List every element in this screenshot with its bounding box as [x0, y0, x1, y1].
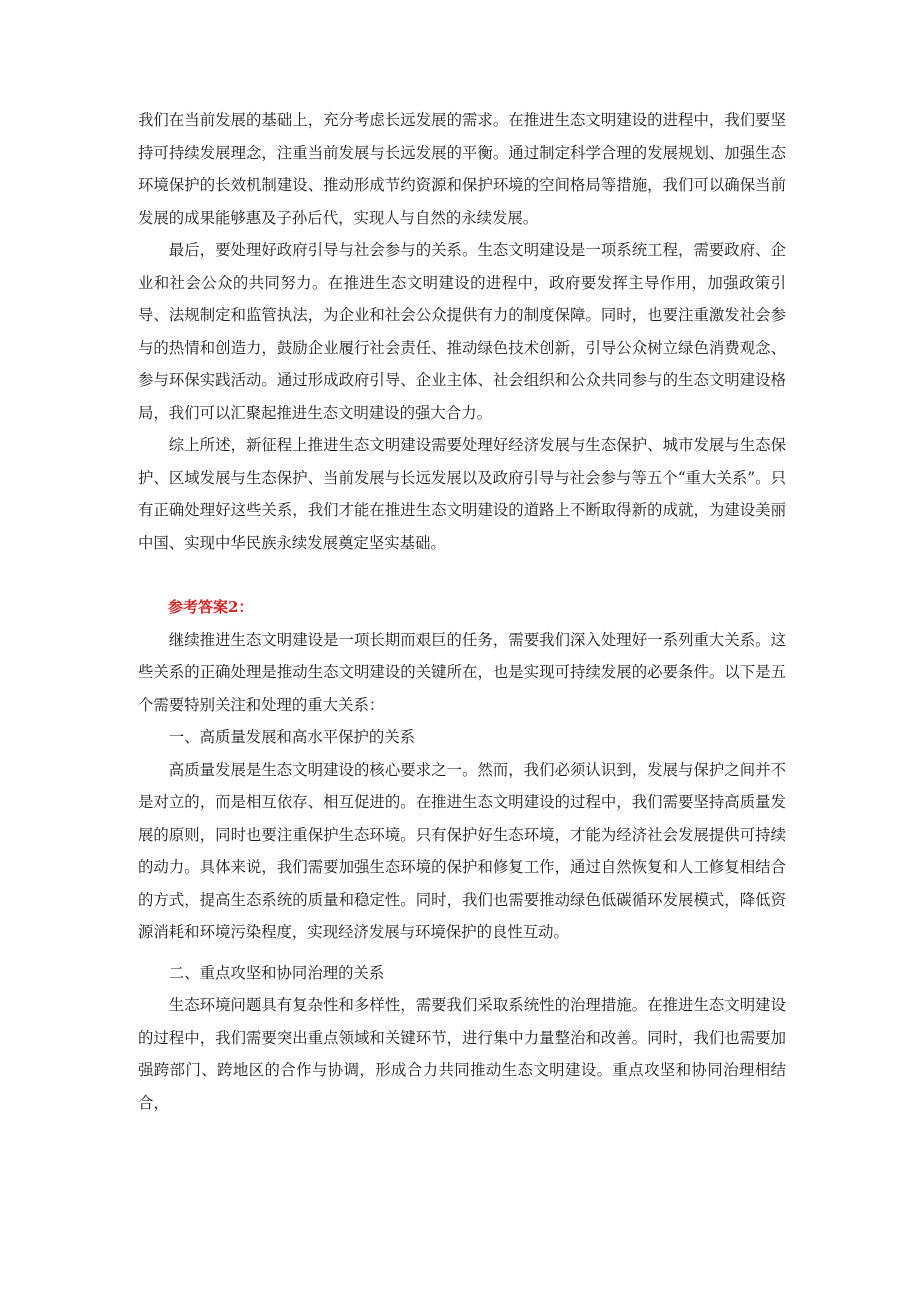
- answer-heading: 参考答案2：: [168, 598, 254, 616]
- paragraph-continuation: 我们在当前发展的基础上，充分考虑长远发展的需求。在推进生态文明建设的进程中，我们要坚持可持续发展理念，注重当前发展与长远发展的平衡。通过制定科学合理的发展规划、加强生态环境保护的长效机制建设、推动形成节约资源和保护环境的空间格局等措施，我们可以确保当前发展的成果能够惠及子孙后代，实现人与自然的永续发展。: [138, 111, 786, 227]
- paragraph-government-society: 最后，要处理好政府引导与社会参与的关系。生态文明建设是一项系统工程，需要政府、企业和社会公众的共同努力。在推进生态文明建设的进程中，政府要发挥主导作用，加强政策引导、法规制定和监管执法，为企业和社会公众提供有力的制度保障。同时，也要注重激发社会参与的热情和创造力，鼓励企业履行社会责任、推动绿色技术创新，引导公众树立绿色消费观念、参与环保实践活动。通过形成政府引导、企业主体、社会组织和公众共同参与的生态文明建设格局，我们可以汇聚起推进生态文明建设的强大合力。: [138, 241, 786, 422]
- spacer: [138, 949, 786, 957]
- paragraph-summary: 综上所述，新征程上推进生态文明建设需要处理好经济发展与生态保护、城市发展与生态保护、区域发展与生态保护、当前发展与长远发展以及政府引导与社会参与等五个“重大关系”。只有正确处理好这些关系，我们才能在推进生态文明建设的道路上不断取得新的成就，为建设美丽中国、实现中华民族永续发展奠定坚实基础。: [138, 436, 786, 552]
- paragraph-section-1: 高质量发展是生态文明建设的核心要求之一。然而，我们必须认识到，发展与保护之间并不是对立的，而是相互依存、相互促进的。在推进生态文明建设的过程中，我们需要坚持高质量发展的原则，同时也要注重保护生态环境。只有保护好生态环境，才能为经济社会发展提供可持续的动力。具体来说，我们需要加强生态环境的保护和修复工作，通过自然恢复和人工修复相结合的方式，提高生态系统的质量和稳定性。同时，我们也需要推动绿色低碳循环发展模式，降低资源消耗和环境污染程度，实现经济发展与环境保护的良性互动。: [138, 760, 786, 941]
- section-heading-1: 一、高质量发展和高水平保护的关系: [168, 728, 416, 746]
- document-page: [138, 104, 786, 1119]
- paragraph-intro: 继续推进生态文明建设是一项长期而艰巨的任务，需要我们深入处理好一系列重大关系。这些关系的正确处理是推动生态文明建设的关键所在，也是实现可持续发展的必要条件。以下是五个需要特别关注和处理的重大关系：: [138, 630, 786, 714]
- paragraph-section-2: 生态环境问题具有复杂性和多样性，需要我们采取系统性的治理措施。在推进生态文明建设的过程中，我们需要突出重点领域和关键环节，进行集中力量整治和改善。同时，我们也需要加强跨部门、跨地区的合作与协调，形成合力共同推动生态文明建设。重点攻坚和协同治理相结合，: [138, 996, 786, 1112]
- section-heading-2: 二、重点攻坚和协同治理的关系: [168, 963, 385, 982]
- spacer: [138, 559, 786, 591]
